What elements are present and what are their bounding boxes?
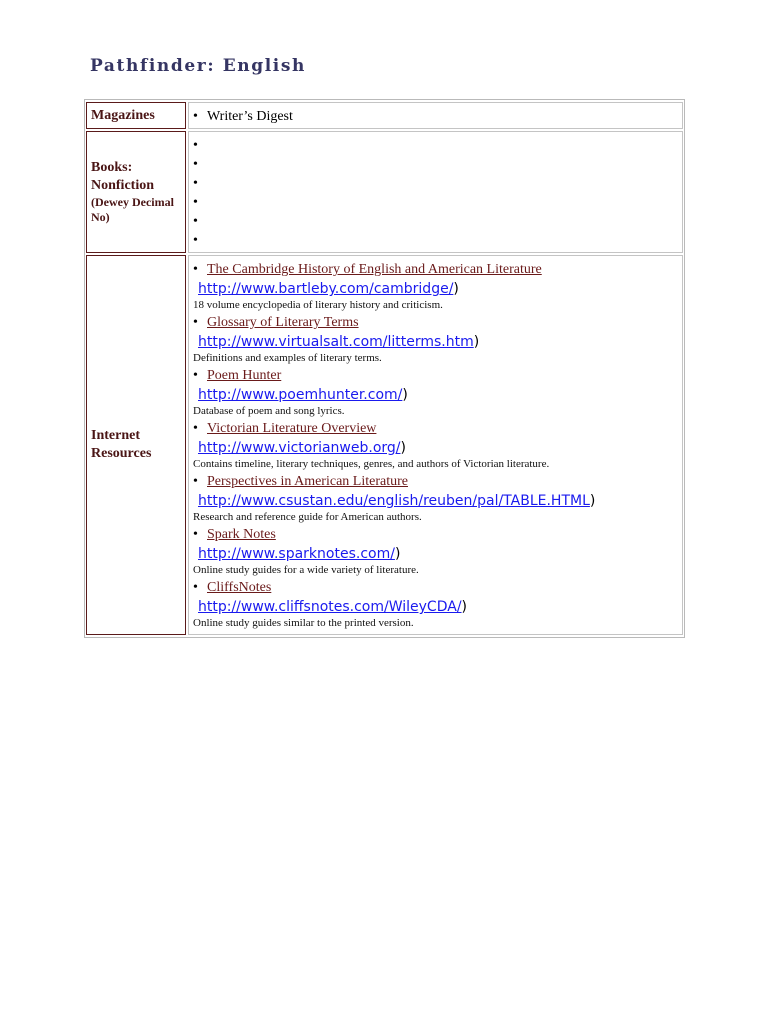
resource-link[interactable]: The Cambridge History of English and American Literature <box>207 262 542 277</box>
close-paren: ) <box>394 546 401 562</box>
books-cell <box>188 131 683 253</box>
close-paren: ) <box>473 334 480 350</box>
resource-title-line <box>193 579 678 597</box>
bullet-icon: • <box>193 474 198 489</box>
close-paren: ) <box>589 493 596 509</box>
list-item <box>193 107 678 126</box>
list-item <box>193 212 678 231</box>
resource-description: Online study guides for a wide variety of literature. <box>193 564 419 576</box>
resource-description: Definitions and examples of literary terms. <box>193 352 382 364</box>
list-item <box>193 174 678 193</box>
resource-title-line <box>193 526 678 544</box>
magazines-cell <box>188 102 683 129</box>
resource-item <box>193 314 678 365</box>
internet-label: Internet Resources <box>86 255 186 635</box>
resource-link[interactable]: Poem Hunter <box>207 368 282 383</box>
bullet-icon: • <box>193 262 198 277</box>
resource-description: Online study guides similar to the printed version. <box>193 617 414 629</box>
resource-link[interactable]: Perspectives in American Literature <box>207 474 408 489</box>
resource-url[interactable]: http://www.virtualsalt.com/litterms.htm <box>198 334 474 350</box>
list-item <box>193 155 678 174</box>
list-item <box>193 193 678 212</box>
bullet-icon: • <box>193 527 198 542</box>
resource-url[interactable]: http://www.bartleby.com/cambridge/ <box>198 281 454 297</box>
resource-url-line <box>193 279 678 299</box>
resource-item <box>193 526 678 577</box>
resource-description: Database of poem and song lyrics. <box>193 405 345 417</box>
resource-url[interactable]: http://www.poemhunter.com/ <box>198 387 403 403</box>
resource-title-line <box>193 420 678 438</box>
books-label-line2: Nonfiction <box>91 178 154 193</box>
resource-url-line <box>193 491 678 511</box>
bullet-icon: • <box>193 315 198 330</box>
books-label <box>86 131 186 253</box>
close-paren: ) <box>453 281 459 297</box>
close-paren: ) <box>402 387 408 403</box>
resource-url[interactable]: http://www.csustan.edu/english/reuben/pal/TABLE.HTML <box>198 493 590 509</box>
close-paren: ) <box>400 440 406 456</box>
resource-url-line <box>193 385 678 405</box>
page-title: Pathfinder: English <box>90 56 306 76</box>
internet-row <box>86 255 683 635</box>
list-item <box>193 231 678 250</box>
bullet-icon: • <box>193 421 198 436</box>
list-item <box>193 136 678 155</box>
resource-url-line <box>193 332 678 352</box>
resource-url-line <box>193 597 678 617</box>
resource-description: Research and reference guide for American authors. <box>193 511 422 523</box>
resource-item <box>193 579 678 630</box>
bullet-icon: • <box>193 214 198 229</box>
resource-item <box>193 420 678 471</box>
bullet-icon: • <box>193 580 198 595</box>
resource-description: Contains timeline, literary techniques, genres, and authors of Victorian literature. <box>193 458 550 470</box>
internet-cell <box>188 255 683 635</box>
resource-title-line <box>193 314 678 332</box>
bullet-icon: • <box>193 109 198 124</box>
bullet-icon: • <box>193 195 198 210</box>
pathfinder-table <box>84 99 685 638</box>
resource-url[interactable]: http://www.cliffsnotes.com/WileyCDA/ <box>198 599 462 615</box>
bullet-icon: • <box>193 368 198 383</box>
resource-url-line <box>193 438 678 458</box>
books-row <box>86 131 683 253</box>
bullet-icon: • <box>193 233 198 248</box>
resource-url[interactable]: http://www.victorianweb.org/ <box>198 440 401 456</box>
resource-link[interactable]: CliffsNotes <box>207 580 272 595</box>
resource-link[interactable]: Glossary of Literary Terms <box>207 315 359 330</box>
bullet-icon: • <box>193 157 198 172</box>
resource-item <box>193 367 678 418</box>
resource-link[interactable]: Victorian Literature Overview <box>207 421 377 436</box>
resource-title-line <box>193 261 678 279</box>
close-paren: ) <box>461 599 468 615</box>
bullet-icon: • <box>193 176 198 191</box>
books-label-sub: (Dewey Decimal No) <box>91 195 174 224</box>
resource-url[interactable]: http://www.sparknotes.com/ <box>198 546 395 562</box>
resource-title-line <box>193 473 678 491</box>
magazines-label: Magazines <box>86 102 186 129</box>
magazines-row <box>86 102 683 129</box>
resource-item <box>193 261 678 312</box>
resource-item <box>193 473 678 524</box>
books-label-line1: Books: <box>91 160 133 175</box>
bullet-icon: • <box>193 138 198 153</box>
resource-link[interactable]: Spark Notes <box>207 527 276 542</box>
magazine-title: Writer’s Digest <box>207 109 293 124</box>
resource-title-line <box>193 367 678 385</box>
resource-url-line <box>193 544 678 564</box>
resource-description: 18 volume encyclopedia of literary history and criticism. <box>193 299 443 311</box>
